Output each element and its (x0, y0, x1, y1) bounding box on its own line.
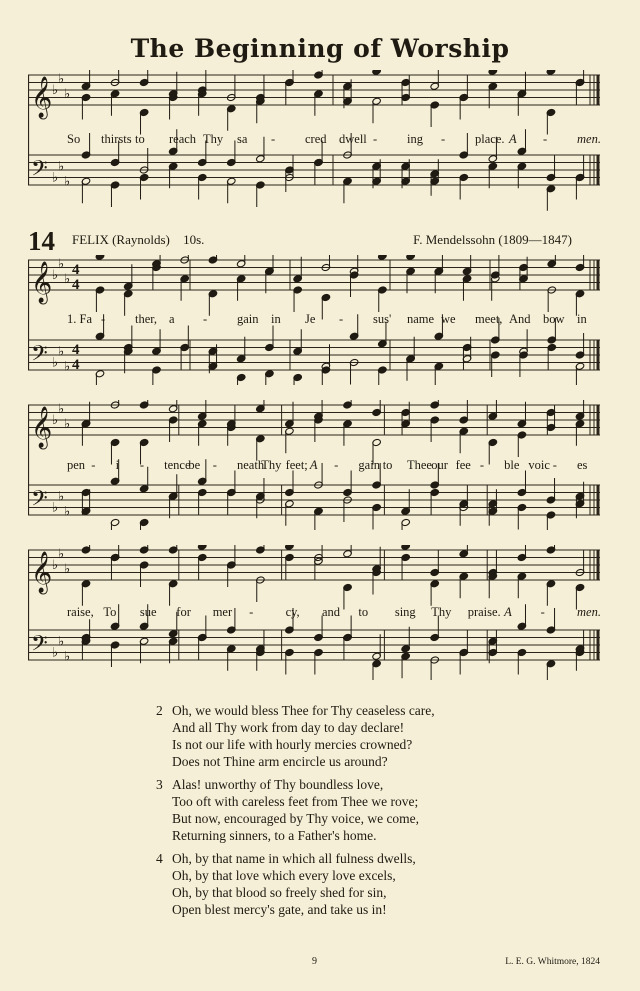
svg-text:♭: ♭ (64, 270, 71, 286)
svg-text:4: 4 (72, 357, 80, 373)
lyric-syllable: sing (394, 605, 416, 619)
svg-text:♭: ♭ (52, 169, 59, 185)
score-system-2 (28, 400, 600, 530)
verse-line: Alas! unworthy of Thy boundless love, (172, 777, 384, 792)
verse-line: Is not our life with hourly mercies crowned? (172, 737, 413, 752)
page-title: The Beginning of Worship (130, 34, 510, 63)
svg-text:𝄞: 𝄞 (31, 77, 53, 118)
lyric-syllable: - (540, 605, 545, 619)
svg-text:♭: ♭ (52, 267, 59, 282)
lyric-syllable: - (543, 132, 548, 146)
svg-text:𝄢: 𝄢 (31, 631, 48, 662)
lyric-syllable: To (103, 605, 117, 619)
lyric-syllable: A (309, 458, 318, 472)
lyric-syllable: - (552, 458, 557, 472)
lyric-syllable: Thy (203, 132, 224, 146)
svg-text:♭: ♭ (52, 354, 59, 370)
svg-text:♭: ♭ (64, 503, 71, 519)
lyric-syllable: to (382, 458, 393, 472)
verse-3 (156, 776, 435, 844)
svg-text:4: 4 (72, 262, 80, 278)
svg-text:♭: ♭ (58, 343, 65, 359)
svg-text:♭: ♭ (58, 70, 65, 86)
lyric-syllable: men. (577, 132, 601, 146)
svg-text:♭: ♭ (64, 560, 71, 576)
lyric-syllable: to (358, 605, 369, 619)
lyric-syllable: - (212, 458, 217, 472)
lyric-syllable: ble (504, 458, 520, 472)
lyric-syllable: our (431, 458, 448, 472)
lyric-syllable: be (188, 458, 201, 472)
lyric-syllable: - (339, 312, 344, 326)
svg-text:𝄢: 𝄢 (31, 341, 48, 372)
svg-text:4: 4 (72, 342, 80, 358)
svg-text:♭: ♭ (58, 158, 65, 174)
lyric-syllable: ther, (135, 312, 158, 326)
lyric-syllable: pen (67, 458, 86, 472)
lyric-syllable: Thy (261, 458, 282, 472)
lyric-syllable: Thy (431, 605, 452, 619)
lyric-syllable: place. (475, 132, 505, 146)
svg-text:♭: ♭ (64, 85, 71, 101)
verse-number: 4 (156, 851, 163, 866)
page-number: 9 (312, 956, 317, 967)
svg-text:♭: ♭ (64, 648, 71, 664)
verse-line: Oh, we would bless Thee for Thy ceaseless care, (172, 703, 435, 718)
lyric-syllable: bow (543, 312, 565, 326)
lyric-syllable: - (441, 132, 446, 146)
lyric-syllable: Thee (407, 458, 432, 472)
lyric-syllable: So (67, 132, 81, 146)
lyric-syllable: - (271, 132, 276, 146)
score-system-3 (28, 545, 600, 680)
lyric-syllable: name (407, 312, 435, 326)
lyric-syllable: men. (577, 605, 601, 619)
verse-line: Does not Thine arm encircle us around? (172, 754, 388, 769)
svg-text:𝄢: 𝄢 (31, 486, 48, 517)
lyric-syllable: for (176, 605, 191, 619)
lyric-syllable: praise. (467, 605, 501, 619)
lyric-syllable: sue (139, 605, 157, 619)
verse-line: And all Thy work from day to day declare! (172, 720, 405, 735)
svg-text:♭: ♭ (52, 499, 59, 515)
svg-text:𝄢: 𝄢 (31, 156, 48, 187)
lyric-syllable: raise, (67, 605, 94, 619)
svg-text:♭: ♭ (64, 173, 71, 189)
svg-text:♭: ♭ (58, 400, 65, 416)
svg-text:𝄞: 𝄞 (31, 262, 53, 303)
lyric-syllable: - (249, 605, 254, 619)
lyric-syllable: cy, (285, 605, 300, 619)
verse-number: 2 (156, 703, 163, 718)
tune-info (72, 232, 204, 248)
svg-text:♭: ♭ (52, 557, 59, 572)
verse-2 (156, 702, 435, 770)
lyric-syllable: - (139, 458, 145, 472)
verse-line: Oh, by that blood so freely shed for sin, (172, 885, 387, 900)
lyric-syllable: A (509, 132, 517, 146)
lyric-syllable: i (115, 458, 120, 472)
lyric-syllable: fee (455, 458, 471, 472)
lyric-syllable: 1. Fa (67, 312, 92, 326)
verse-line: Oh, by that love which every love excels, (172, 868, 396, 883)
score-system-previous (28, 70, 600, 215)
lyric-syllable: meet, (475, 312, 503, 326)
lyric-syllable: - (373, 132, 378, 146)
lyric-syllable: to (135, 132, 145, 146)
verse-number: 3 (156, 777, 163, 792)
lyric-syllable: we (441, 312, 456, 326)
lyric-syllable: reach (169, 132, 197, 146)
svg-text:♭: ♭ (58, 633, 65, 649)
lyric-syllable: - (101, 312, 106, 326)
lyric-syllable: Je (305, 312, 316, 326)
lyric-syllable: neath (237, 458, 265, 472)
svg-text:𝄞: 𝄞 (31, 407, 53, 448)
lyric-syllable: And (509, 312, 531, 326)
lyric-syllable: - (334, 458, 339, 472)
verse-line: Oh, by that name in which all fulness dwells, (172, 851, 416, 866)
lyric-syllable: in (577, 312, 587, 326)
lyric-syllable: - (479, 458, 485, 472)
lyric-syllable: mer (212, 605, 233, 619)
lyric-syllable: A (504, 605, 512, 619)
hymn-number: 14 (28, 226, 55, 256)
svg-text:♭: ♭ (58, 545, 65, 561)
score-system-1 (28, 255, 600, 385)
svg-text:♭: ♭ (64, 415, 71, 431)
lyric-syllable: thirsts (101, 132, 132, 146)
author-credit: L. E. G. Whitmore, 1824 (505, 957, 600, 967)
lyric-syllable: es (577, 458, 588, 472)
verse-line: Open blest mercy's gate, and take us in! (172, 902, 387, 917)
svg-text:♭: ♭ (52, 412, 59, 427)
composer-credit: F. Mendelssohn (1809—1847) (413, 232, 572, 247)
lyric-syllable: gain (237, 312, 259, 326)
lyric-syllable: - (203, 312, 208, 326)
lyric-syllable: sa (237, 132, 248, 146)
lyric-syllable: voic (528, 458, 550, 472)
verse-line: Returning sinners, to a Father's home. (172, 828, 377, 843)
lyric-syllable: in (271, 312, 281, 326)
lyric-syllable: cred (305, 132, 327, 146)
svg-text:♭: ♭ (64, 358, 71, 374)
lyric-syllable: ing (407, 132, 423, 146)
lyric-syllable: a (169, 312, 175, 326)
svg-text:4: 4 (72, 277, 80, 293)
svg-text:♭: ♭ (58, 488, 65, 504)
verse-4 (156, 850, 435, 918)
meter: 10s. (183, 232, 205, 247)
lyric-syllable: tence (164, 458, 191, 472)
tune-name: FELIX (Raynolds) (72, 232, 170, 247)
lyric-syllable: and (322, 605, 341, 619)
lyric-syllable: feet; (285, 458, 308, 472)
verse-line: But now, encouraged by Thy voice, we come, (172, 811, 420, 826)
lyric-syllable: dwell (339, 132, 367, 146)
verse-line: Too oft with careless feet from Thee we rove; (172, 794, 419, 809)
svg-text:♭: ♭ (52, 644, 59, 660)
svg-text:♭: ♭ (58, 255, 65, 271)
verses (156, 702, 435, 924)
svg-text:𝄞: 𝄞 (31, 552, 53, 593)
svg-text:♭: ♭ (52, 82, 59, 97)
lyric-syllable: sus' (373, 312, 392, 326)
lyric-syllable: - (91, 458, 96, 472)
lyric-syllable: gain (358, 458, 380, 472)
